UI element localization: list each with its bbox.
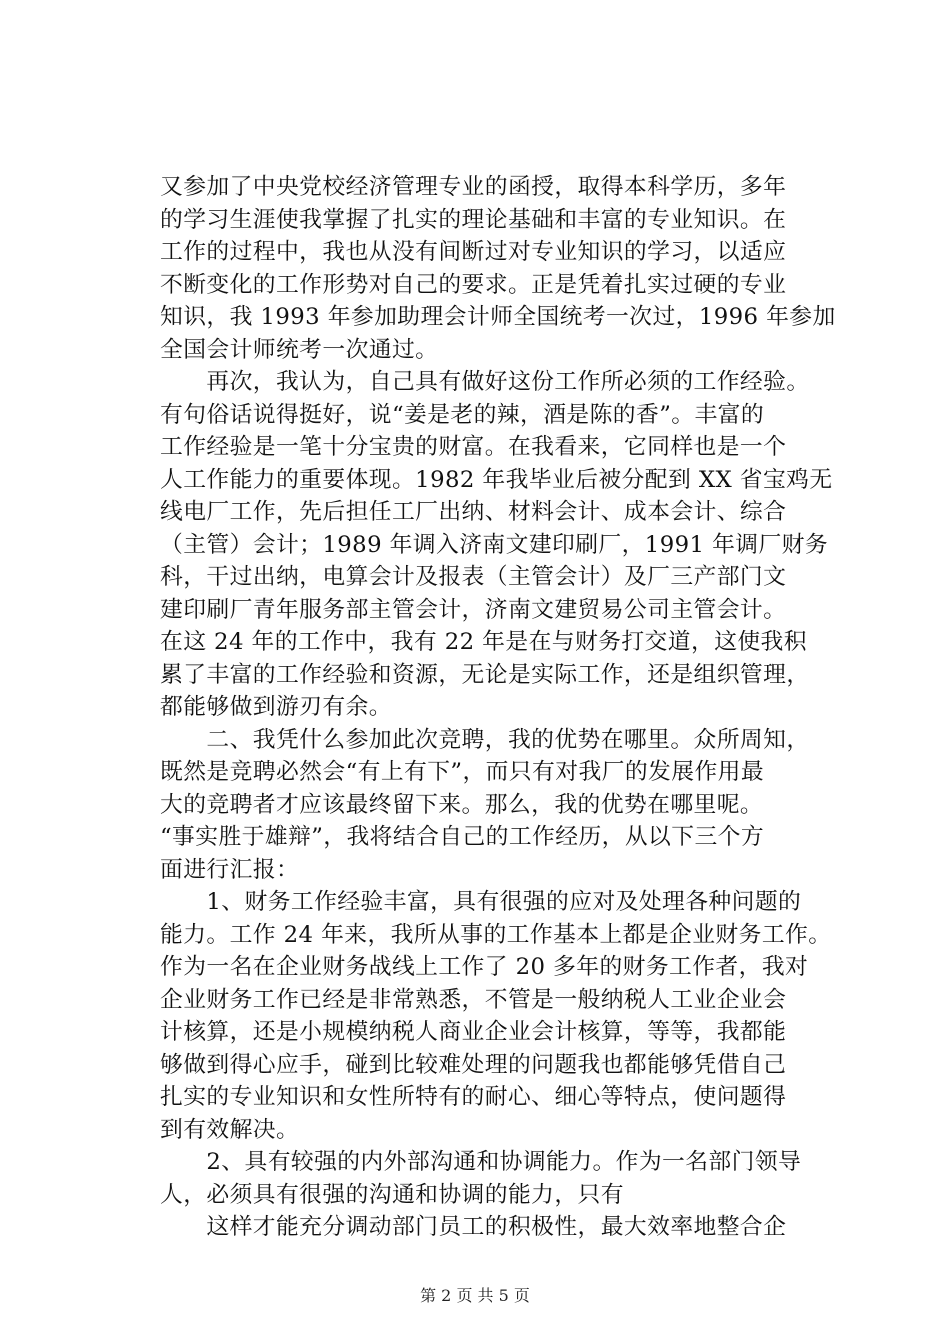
text-line: 再次，我认为，自己具有做好这份工作所必须的工作经验。	[160, 369, 810, 395]
body-text	[160, 171, 840, 1244]
text-line: 人，必须具有很强的沟通和协调的能力，只有	[160, 1181, 624, 1208]
text-line: 这样才能充分调动部门员工的积极性，最大效率地整合企	[160, 1214, 787, 1240]
text-line: 在这 24 年的工作中，我有 22 年是在与财务打交道，这使我积	[160, 629, 807, 655]
text-line: 科，干过出纳，电算会计及报表（主管会计）及厂三产部门文	[160, 564, 787, 590]
text-line: 有句俗话说得挺好，说“姜是老的辣，酒是陈的香”。丰富的	[160, 401, 765, 428]
text-line: 线电厂工作，先后担任工厂出纳、材料会计、成本会计、综合	[160, 499, 787, 525]
text-line: 到有效解决。	[160, 1116, 300, 1143]
text-line: 工作经验是一笔十分宝贵的财富。在我看来，它同样也是一个	[160, 434, 787, 460]
page-number-footer: 第 2 页 共 5 页	[420, 1286, 530, 1305]
text-line: （主管）会计；1989 年调入济南文建印刷厂，1991 年调厂财务	[160, 531, 829, 558]
text-line: 够做到得心应手，碰到比较难处理的问题我也都能够凭借自己	[160, 1051, 787, 1078]
text-line: “事实胜于雄辩”，我将结合自己的工作经历，从以下三个方	[160, 824, 765, 850]
text-line: 能力。工作 24 年来，我所从事的工作基本上都是企业财务工作。	[160, 921, 832, 948]
text-line: 二、我凭什么参加此次竞聘，我的优势在哪里。众所周知，	[160, 726, 810, 753]
text-line: 累了丰富的工作经验和资源，无论是实际工作，还是组织管理，	[160, 661, 810, 688]
text-line: 企业财务工作已经是非常熟悉，不管是一般纳税人工业企业会	[160, 986, 787, 1013]
text-line: 扎实的专业知识和女性所特有的耐心、细心等特点，使问题得	[160, 1084, 787, 1110]
text-line: 都能够做到游刃有余。	[160, 694, 392, 720]
text-line: 大的竞聘者才应该最终留下来。那么，我的优势在哪里呢。	[160, 791, 764, 818]
text-line: 人工作能力的重要体现。1982 年我毕业后被分配到 XX 省宝鸡无	[160, 466, 833, 493]
text-line: 不断变化的工作形势对自己的要求。正是凭着扎实过硬的专业	[160, 271, 787, 298]
text-line: 既然是竞聘必然会“有上有下”，而只有对我厂的发展作用最	[160, 759, 765, 785]
text-line: 的学习生涯使我掌握了扎实的理论基础和丰富的专业知识。在	[160, 206, 787, 233]
text-line: 1、财务工作经验丰富，具有很强的应对及处理各种问题的	[160, 889, 802, 915]
text-line: 建印刷厂青年服务部主管会计，济南文建贸易公司主管会计。	[160, 596, 787, 623]
text-line: 又参加了中央党校经济管理专业的函授，取得本科学历，多年	[160, 174, 787, 200]
text-line: 工作的过程中，我也从没有间断过对专业知识的学习，以适应	[160, 239, 787, 265]
text-line: 全国会计师统考一次通过。	[160, 336, 439, 363]
text-line: 2、具有较强的内外部沟通和协调能力。作为一名部门领导	[160, 1149, 802, 1175]
text-line: 作为一名在企业财务战线上工作了 20 多年的财务工作者，我对	[160, 954, 809, 980]
text-line: 面进行汇报：	[160, 856, 300, 883]
text-line: 计核算，还是小规模纳税人商业企业会计核算，等等，我都能	[160, 1019, 787, 1045]
text-line: 知识，我 1993 年参加助理会计师全国统考一次过，1996 年参加	[160, 304, 836, 330]
